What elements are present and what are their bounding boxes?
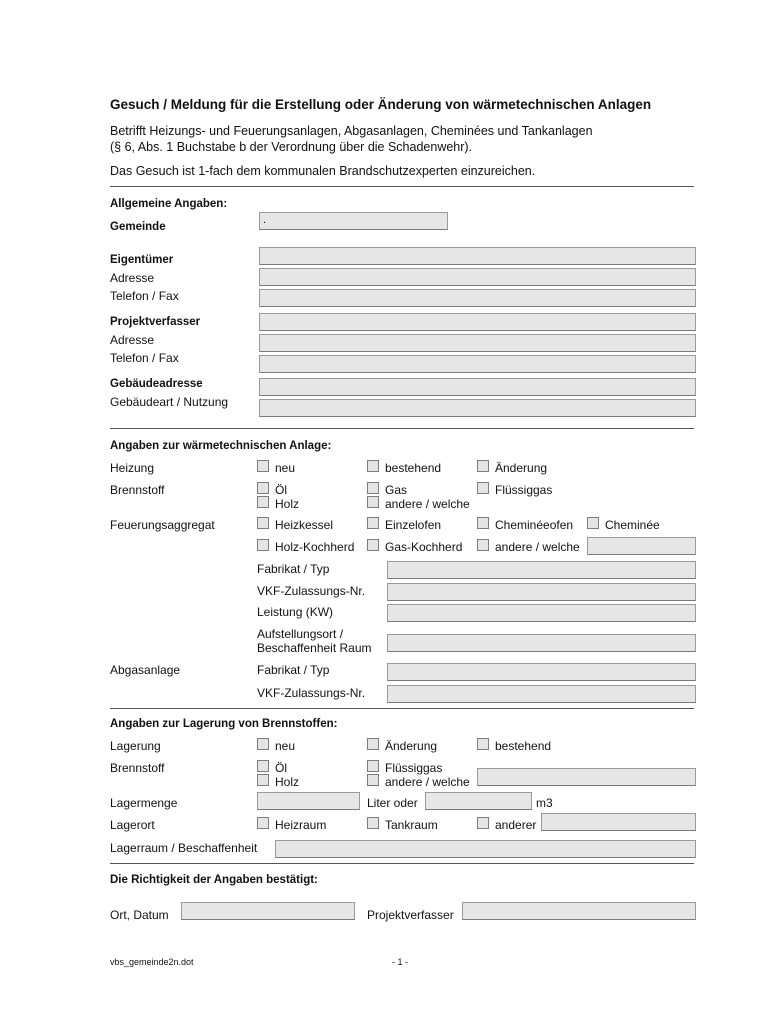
eigentuemer-label: Eigentümer [110,254,174,266]
divider [110,186,694,187]
lagerung-neu-checkbox[interactable] [257,738,269,750]
vkf-label: VKF-Zulassungs-Nr. [257,584,366,598]
lager-holz-label: Holz [275,775,300,789]
heizung-neu-checkbox[interactable] [257,460,269,472]
gaskochherd-checkbox[interactable] [367,539,379,551]
brennstoff-holz-label: Holz [275,497,300,511]
gebaeudeart-field[interactable] [259,399,696,417]
divider [110,708,694,709]
heizung-aenderung-label: Änderung [495,461,548,475]
lagerung-aenderung-label: Änderung [385,739,438,753]
gebaeudeadresse-field[interactable] [259,378,696,396]
lagermenge-m3-field[interactable] [425,792,532,810]
brennstoff-andere-label: andere / welche [385,497,470,511]
lager-brennstoff-label: Brennstoff [110,761,165,775]
heizkessel-label: Heizkessel [275,518,334,532]
brennstoff-andere-checkbox[interactable] [367,496,379,508]
abgas-fabrikat-field[interactable] [387,663,696,681]
lager-andere-checkbox[interactable] [367,774,379,786]
heizung-aenderung-checkbox[interactable] [477,460,489,472]
heizkessel-checkbox[interactable] [257,517,269,529]
gemeinde-field[interactable]: . [259,212,448,230]
eigentuemer-telefon-label: Telefon / Fax [110,289,179,303]
einzelofen-label: Einzelofen [385,518,442,532]
brennstoff-fluessiggas-label: Flüssiggas [495,483,553,497]
brennstoff-oel-checkbox[interactable] [257,482,269,494]
abgas-vkf-label: VKF-Zulassungs-Nr. [257,686,366,700]
projektverfasser-telefon-label: Telefon / Fax [110,351,179,365]
footer-page-number: - 1 - [392,957,409,967]
vkf-field[interactable] [387,583,696,601]
leistung-field[interactable] [387,604,696,622]
lagerraum-label: Lagerraum / Beschaffenheit [110,841,258,855]
lagerort-label: Lagerort [110,818,155,832]
lagerung-bestehend-checkbox[interactable] [477,738,489,750]
gebaeudeadresse-label: Gebäudeadresse [110,378,203,390]
intro-line-2: (§ 6, Abs. 1 Buchstabe b der Verordnung über die Schadenwehr). [110,140,473,154]
m3-label: m3 [536,796,553,810]
lagermenge-field[interactable] [257,792,360,810]
gebaeudeart-label: Gebäudeart / Nutzung [110,395,229,409]
heizung-neu-label: neu [275,461,296,475]
brennstoff-holz-checkbox[interactable] [257,496,269,508]
lager-andere-label: andere / welche [385,775,470,789]
brennstoff-label: Brennstoff [110,483,165,497]
liter-oder-label: Liter oder [367,796,418,810]
aggregat-andere-label: andere / welche [495,540,580,554]
lagermenge-label: Lagermenge [110,796,178,810]
lager-holz-checkbox[interactable] [257,774,269,786]
heizung-bestehend-checkbox[interactable] [367,460,379,472]
holzkochherd-checkbox[interactable] [257,539,269,551]
gaskochherd-label: Gas-Kochherd [385,540,463,554]
lager-fluessiggas-checkbox[interactable] [367,760,379,772]
ort-datum-field[interactable] [181,902,355,920]
divider [110,428,694,429]
lager-oel-checkbox[interactable] [257,760,269,772]
lager-fluessiggas-label: Flüssiggas [385,761,443,775]
abgas-vkf-field[interactable] [387,685,696,703]
gemeinde-label: Gemeinde [110,221,166,233]
leistung-label: Leistung (KW) [257,605,334,619]
tankraum-label: Tankraum [385,818,438,832]
intro-line-3: Das Gesuch ist 1-fach dem kommunalen Brandschutzexperten einzureichen. [110,164,536,178]
lagerung-aenderung-checkbox[interactable] [367,738,379,750]
projektverfasser-adresse-field[interactable] [259,334,696,352]
section-heading-general: Allgemeine Angaben: [110,198,228,210]
fabrikat-label: Fabrikat / Typ [257,562,330,576]
brennstoff-gas-label: Gas [385,483,408,497]
lagerort-anderer-field[interactable] [541,813,696,831]
divider [110,863,694,864]
projektverfasser-sign-label: Projektverfasser [367,908,454,922]
lagerort-anderer-label: anderer [495,818,537,832]
aggregat-andere-checkbox[interactable] [477,539,489,551]
brennstoff-gas-checkbox[interactable] [367,482,379,494]
lagerraum-field[interactable] [275,840,696,858]
section-heading-confirm: Die Richtigkeit der Angaben bestätigt: [110,874,318,886]
projektverfasser-field[interactable] [259,313,696,331]
eigentuemer-adresse-label: Adresse [110,271,155,285]
heizraum-checkbox[interactable] [257,817,269,829]
lagerung-bestehend-label: bestehend [495,739,552,753]
projektverfasser-adresse-label: Adresse [110,333,155,347]
aufstellungsort-field[interactable] [387,634,696,652]
projektverfasser-telefon-field[interactable] [259,355,696,373]
eigentuemer-field[interactable] [259,247,696,265]
brennstoff-fluessiggas-checkbox[interactable] [477,482,489,494]
lagerort-anderer-checkbox[interactable] [477,817,489,829]
chemineeofen-label: Cheminéeofen [495,518,574,532]
intro-line-1: Betrifft Heizungs- und Feuerungsanlagen, Abgasanlagen, Cheminées und Tankanlagen [110,124,593,138]
cheminee-checkbox[interactable] [587,517,599,529]
tankraum-checkbox[interactable] [367,817,379,829]
lagerung-label: Lagerung [110,739,161,753]
cheminee-label: Cheminée [605,518,660,532]
eigentuemer-telefon-field[interactable] [259,289,696,307]
heizung-bestehend-label: bestehend [385,461,442,475]
brennstoff-oel-label: Öl [275,483,287,497]
aggregat-andere-field[interactable] [587,537,696,555]
footer-filename: vbs_gemeinde2n.dot [110,957,194,967]
aufstellungsort-label-1: Aufstellungsort / [257,627,344,641]
chemineeofen-checkbox[interactable] [477,517,489,529]
section-heading-heating: Angaben zur wärmetechnischen Anlage: [110,440,332,452]
page-title: Gesuch / Meldung für die Erstellung oder Änderung von wärmetechnischen Anlagen [110,97,652,112]
abgasanlage-label: Abgasanlage [110,663,181,677]
heizraum-label: Heizraum [275,818,327,832]
holzkochherd-label: Holz-Kochherd [275,540,355,554]
aufstellungsort-label-2: Beschaffenheit Raum [257,641,372,655]
lager-oel-label: Öl [275,761,287,775]
heizung-label: Heizung [110,461,155,475]
projektverfasser-label: Projektverfasser [110,316,201,328]
feuerungsaggregat-label: Feuerungsaggregat [110,518,215,532]
lagerung-neu-label: neu [275,739,296,753]
eigentuemer-adresse-field[interactable] [259,268,696,286]
section-heading-storage: Angaben zur Lagerung von Brennstoffen: [110,718,338,730]
lager-andere-field[interactable] [477,768,696,786]
fabrikat-field[interactable] [387,561,696,579]
einzelofen-checkbox[interactable] [367,517,379,529]
ort-datum-label: Ort, Datum [110,908,169,922]
abgas-fabrikat-label: Fabrikat / Typ [257,663,330,677]
projektverfasser-sign-field[interactable] [462,902,696,920]
